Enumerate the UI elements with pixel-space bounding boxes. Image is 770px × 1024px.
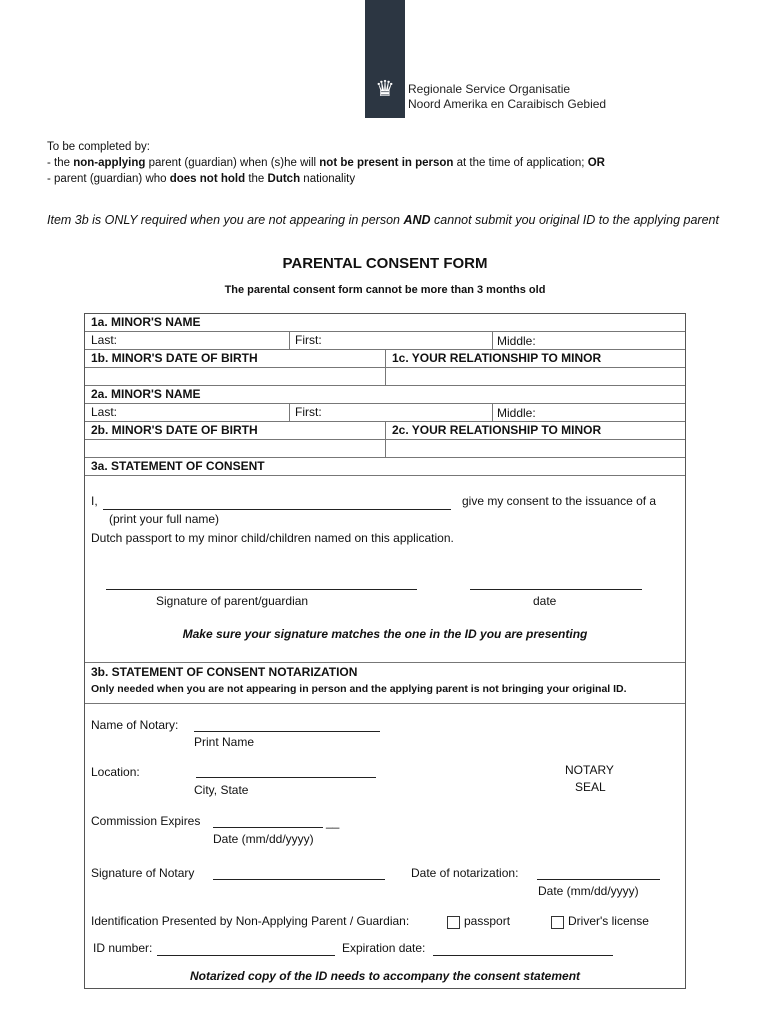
consent-line2: Dutch passport to my minor child/children named on this application.	[91, 531, 454, 545]
section-1c-heading: 1c. YOUR RELATIONSHIP TO MINOR	[392, 351, 602, 365]
passport-checkbox[interactable]	[447, 916, 460, 929]
notarization-date-line[interactable]	[537, 879, 660, 880]
section-1b-heading: 1b. MINOR'S DATE OF BIRTH	[91, 351, 258, 365]
consent-give-text: give my consent to the issuance of a	[462, 494, 657, 508]
consent-form-table	[84, 313, 686, 989]
minor1-middle-label[interactable]: Middle:	[497, 334, 536, 348]
minor2-dob-field[interactable]	[86, 440, 384, 456]
minor1-relationship-field[interactable]	[387, 368, 685, 384]
notary-name-label: Name of Notary:	[91, 718, 179, 732]
passport-label: passport	[464, 914, 511, 928]
minor2-first-label[interactable]: First:	[295, 405, 322, 419]
consent-date-line[interactable]	[470, 589, 642, 590]
consent-date-label: date	[533, 594, 557, 608]
section-1a-heading: 1a. MINOR'S NAME	[91, 315, 201, 329]
commission-expires-line[interactable]	[213, 827, 323, 828]
section-2b-heading: 2b. MINOR'S DATE OF BIRTH	[91, 423, 258, 437]
signature-note: Make sure your signature matches the one in the ID you are presenting	[182, 627, 588, 641]
commission-date-format: Date (mm/dd/yyyy)	[213, 832, 314, 846]
notary-print-name-hint: Print Name	[194, 735, 255, 749]
section-3b-note: Only needed when you are not appearing in person and the applying parent is not bringing your original ID.	[91, 683, 627, 695]
coat-of-arms-icon: ♛	[375, 76, 395, 101]
notary-signature-line[interactable]	[213, 879, 385, 880]
notarized-copy-note: Notarized copy of the ID needs to accompany the consent statement	[189, 969, 581, 983]
commission-tail: __	[326, 815, 340, 829]
city-state-hint: City, State	[194, 783, 249, 797]
print-name-hint: (print your full name)	[109, 512, 220, 526]
minor1-first-label[interactable]: First:	[295, 333, 322, 347]
expiration-date-label: Expiration date:	[342, 941, 426, 955]
location-label: Location:	[91, 765, 140, 779]
section-2c-heading: 2c. YOUR RELATIONSHIP TO MINOR	[392, 423, 602, 437]
notarization-date-label: Date of notarization:	[411, 866, 519, 880]
section-3a-heading: 3a. STATEMENT OF CONSENT	[91, 459, 265, 473]
organization-name: Regionale Service Organisatie Noord Amerika en Caraibisch Gebied	[408, 82, 607, 111]
logo-band	[365, 0, 405, 118]
minor1-last-label[interactable]: Last:	[91, 333, 118, 347]
notary-signature-label: Signature of Notary	[91, 866, 195, 880]
intro-text: To be completed by: - the non-applying parent (guardian) when (s)he will not be present in person at the time of application; OR - parent (guardian) who does not hold the Dutch nationality	[47, 141, 605, 185]
expiration-date-line[interactable]	[433, 955, 613, 956]
intro-line2: - the non-applying parent (guardian) when (s)he will not be present in person at the time of application; OR	[47, 157, 605, 169]
parent-signature-label: Signature of parent/guardian	[156, 594, 309, 608]
form-subtitle: The parental consent form cannot be more than 3 months old	[224, 284, 546, 296]
notary-seal-line1: NOTARY	[565, 763, 614, 777]
notary-name-line[interactable]	[194, 731, 380, 732]
notarization-date-format: Date (mm/dd/yyyy)	[538, 884, 639, 898]
section-2a-heading: 2a. MINOR'S NAME	[91, 387, 201, 401]
drivers-license-checkbox[interactable]	[551, 916, 564, 929]
minor2-relationship-field[interactable]	[387, 440, 685, 456]
section-3b-heading: 3b. STATEMENT OF CONSENT NOTARIZATION	[91, 665, 358, 679]
minor2-last-label[interactable]: Last:	[91, 405, 118, 419]
id-number-line[interactable]	[157, 955, 335, 956]
form-title: PARENTAL CONSENT FORM	[282, 255, 488, 272]
item-3b-notice: Item 3b is ONLY required when you are not appearing in person AND cannot submit you original ID to the applying parent	[47, 213, 719, 227]
id-presented-label: Identification Presented by Non-Applying Parent / Guardian:	[91, 914, 410, 928]
id-number-label: ID number:	[93, 941, 153, 955]
intro-line3: - parent (guardian) who does not hold the Dutch nationality	[47, 173, 356, 185]
drivers-license-label: Driver's license	[568, 914, 649, 928]
minor2-middle-label[interactable]: Middle:	[497, 406, 536, 420]
full-name-input-line[interactable]	[103, 509, 451, 510]
commission-expires-label: Commission Expires	[91, 814, 201, 828]
minor1-dob-field[interactable]	[86, 368, 384, 384]
parent-signature-line[interactable]	[106, 589, 417, 590]
notary-seal-line2: SEAL	[575, 780, 606, 794]
consent-i-label: I,	[91, 494, 98, 508]
location-line[interactable]	[196, 777, 376, 778]
